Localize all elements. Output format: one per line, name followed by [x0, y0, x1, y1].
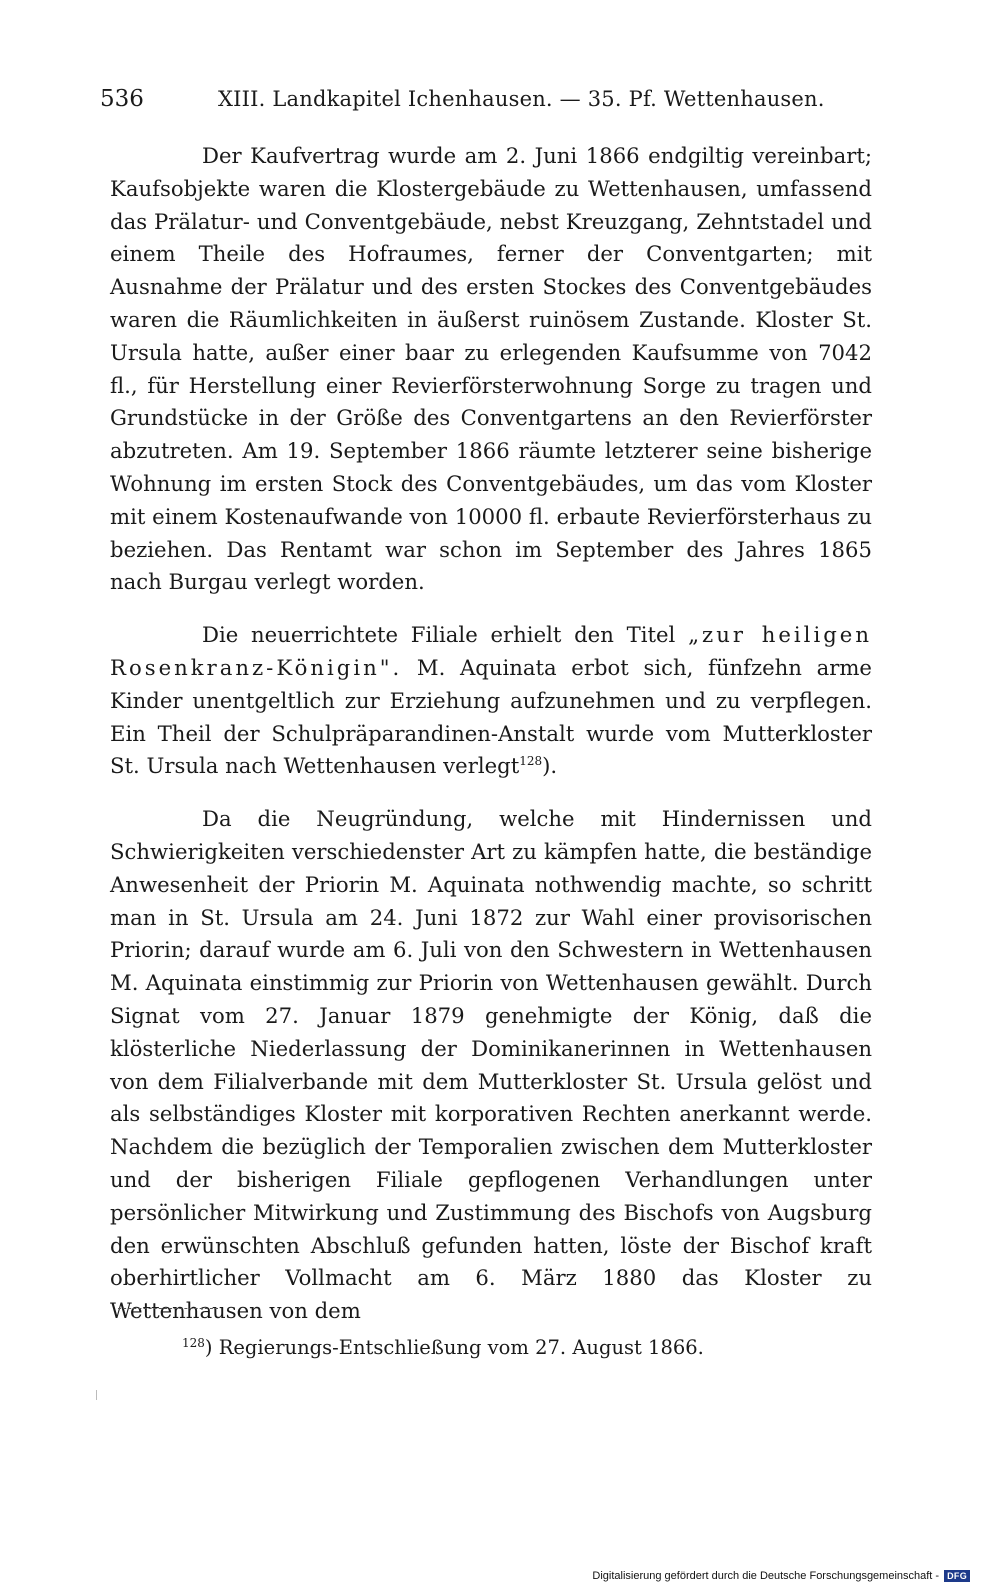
filiale-title: „zur heiligen Rosenkranz-Königin". — [110, 622, 872, 680]
paragraph-text: ). — [542, 753, 558, 779]
funding-note-text: Digitalisierung gefördert durch die Deutsche Forschungsgemeinschaft - — [592, 1570, 940, 1582]
paragraph-priorin-election: Da die Neugründung, welche mit Hindernissen und Schwierigkeiten verschiedenster Art zu kämpfen hatte, die beständige Anwesenheit der Priorin M. Aquinata nothwendig machte, so schritt man in St. Ursula am 24. Juni 1872 zur Wahl einer provisorischen Priorin; darauf wurde am 6. Juli von den Schwestern in Wettenhausen M. Aquinata einstimmig zur Priorin von Wettenhausen gewählt. Durch Signat vom 27. Januar 1879 genehmigte der König, daß die klösterliche Niederlassung der Dominikanerinnen in Wettenhausen von dem Filialverbande mit dem Mutterkloster St. Ursula gelöst und als selbständiges Kloster mit korporativen Rechten anerkannt werde. Nachdem die bezüglich der Temporalien zwischen dem Mutterkloster und der bisherigen Filiale gepflogenen Verhandlungen unter persönlicher Mitwirkung und Zustimmung des Bischofs von Augsburg den erwünschten Abschluß gefunden hatten, löste der Bischof kraft oberhirtlicher Vollmacht am 6. März 1880 das Kloster zu Wettenhausen von dem — [110, 806, 872, 1324]
funding-note — [592, 1569, 970, 1583]
running-title: XIII. Landkapitel Ichenhausen. — 35. Pf. Wettenhausen. — [218, 87, 825, 111]
body-text — [110, 140, 872, 1328]
footnote — [182, 1334, 872, 1362]
footnote-divider — [118, 1308, 218, 1309]
scan-artifact — [96, 1390, 97, 1400]
running-head — [100, 82, 880, 116]
page-number: 536 — [100, 86, 144, 112]
paragraph-text: Die neuerrichtete Filiale erhielt den Titel — [202, 622, 676, 648]
dfg-logo-icon: DFG — [944, 1570, 970, 1582]
paragraph-new-filiale — [110, 619, 872, 783]
footnote-number: 128 — [182, 1336, 205, 1350]
paragraph-text: M. Aquinata erbot sich, fünfzehn arme Kinder unentgeltlich zur Erziehung aufzunehmen und zu verpflegen. Ein Theil der Schulpräparandinen-Anstalt wurde vom Mutterkloster St. Ursula nach Wettenhausen verlegt — [110, 654, 872, 779]
footnote-reference: 128 — [519, 754, 543, 769]
footnote-text: ) Regierungs-Entschließung vom 27. August 1866. — [204, 1336, 704, 1359]
paragraph-purchase-contract: Der Kaufvertrag wurde am 2. Juni 1866 endgiltig vereinbart; Kaufsobjekte waren die Klostergebäude zu Wettenhausen, umfassend das Prälatur- und Conventgebäude, nebst Kreuzgang, Zehntstadel und einem Theile des Hofraumes, ferner der Conventgarten; mit Ausnahme der Prälatur und des ersten Stockes des Conventgebäudes waren die Räumlichkeiten in äußerst ruinösem Zustande. Kloster St. Ursula hatte, außer einer baar zu erlegenden Kaufsumme von 7042 fl., für Herstellung einer Revierförsterwohnung Sorge zu tragen und Grundstücke in der Größe des Conventgartens an den Revierförster abzutreten. Am 19. September 1866 räumte letzterer seine bisherige Wohnung im ersten Stock des Conventgebäudes, um das vom Kloster mit einem Kostenaufwande von 10000 fl. erbaute Revierförsterhaus zu beziehen. Das Rentamt war schon im September des Jahres 1865 nach Burgau verlegt worden. — [110, 143, 872, 595]
